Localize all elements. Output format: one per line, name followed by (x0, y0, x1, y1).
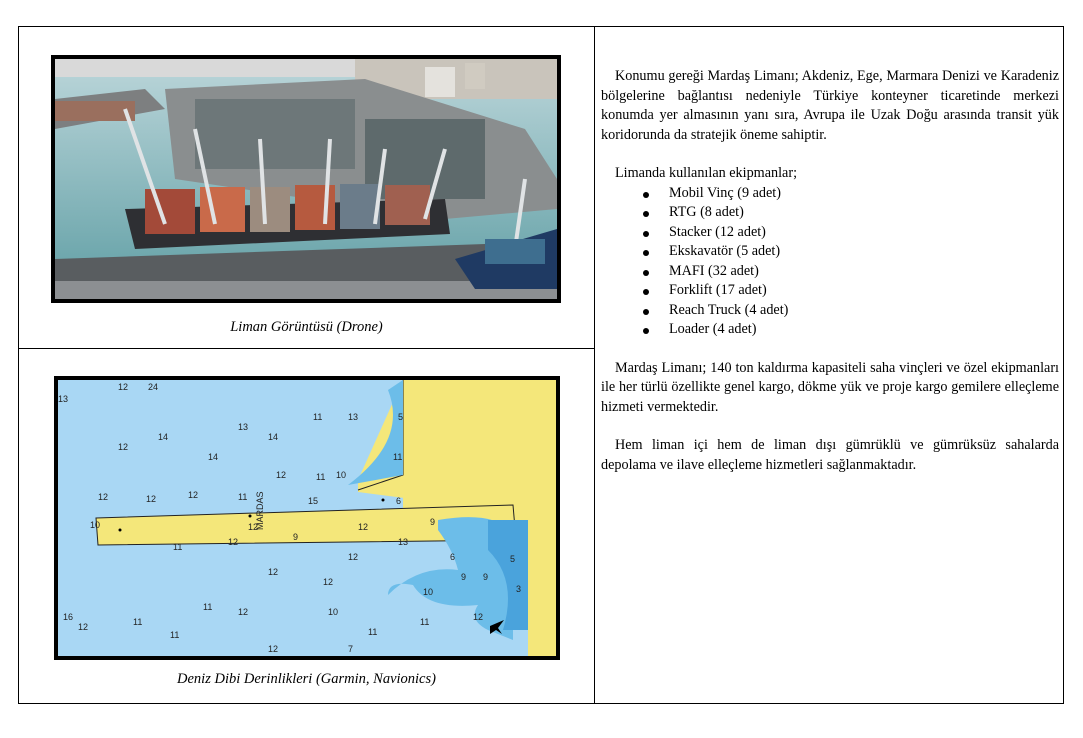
depth-label: 11 (170, 630, 180, 640)
depth-label: 9 (430, 517, 436, 527)
depth-label: 5 (510, 554, 516, 564)
bullet-icon (643, 270, 649, 276)
bullet-icon (643, 231, 649, 237)
depth-label: 12 (228, 537, 239, 547)
depth-label: 11 (133, 617, 143, 627)
intro-paragraph: Konumu gereği Mardaş Limanı; Akdeniz, Ege, Marmara Denizi ve Karadeniz bölgelerine bağlantısı nedeniyle Türkiye konteyner ticaretinde merkezi konumda yer almasının yanı sıra, Avrupa ile Uzak Doğu arasında transit yük koridorunda da stratejik öneme sahiptir. (601, 68, 1059, 143)
list-item (601, 320, 1059, 340)
sounding-dot (119, 529, 122, 532)
bullet-icon (643, 211, 649, 217)
table-row-divider (19, 348, 594, 349)
list-item (601, 203, 1059, 223)
depth-label: 12 (276, 470, 287, 480)
depth-label: 10 (336, 470, 347, 480)
depth-label: 12 (248, 522, 259, 532)
depth-label: 11 (393, 452, 403, 462)
chart-caption: Deniz Dibi Derinlikleri (Garmin, Navionics) (177, 671, 436, 687)
bullet-icon (643, 309, 649, 315)
bullet-icon (643, 289, 649, 295)
depth-chart (54, 376, 560, 660)
depth-label: 11 (368, 627, 378, 637)
depth-label: 14 (268, 432, 279, 442)
depth-label: 15 (308, 496, 319, 506)
depth-label: 11 (238, 492, 248, 502)
list-item-label: Reach Truck (4 adet) (669, 301, 789, 318)
depth-label: 9 (461, 572, 467, 582)
depth-label: 13 (238, 422, 249, 432)
capacity-paragraph: Mardaş Limanı; 140 ton kaldırma kapasiteli saha vinçleri ve özel ekipmanları ile her türlü özellikte genel kargo, dökme yük ve proje kargo gemilere elleçleme hizmeti vermektedir. (601, 359, 1059, 415)
depth-label: 12 (348, 552, 359, 562)
list-item-label: MAFI (32 adet) (669, 262, 759, 279)
depth-label: 11 (420, 617, 430, 627)
port-photo-illustration (55, 59, 557, 299)
depth-label: 12 (268, 567, 279, 577)
list-item-label: Stacker (12 adet) (669, 223, 766, 240)
list-item-label: Ekskavatör (5 adet) (669, 243, 781, 259)
depth-label: 12 (238, 607, 249, 617)
depth-label: 6 (396, 496, 402, 506)
bullet-icon (643, 192, 649, 198)
depth-label: 14 (158, 432, 169, 442)
depth-label: 11 (316, 472, 326, 482)
port-drone-photo (51, 55, 561, 303)
bullet-icon (643, 328, 649, 334)
depth-label: 6 (450, 552, 456, 562)
depth-label: 16 (63, 612, 74, 622)
list-item-label: RTG (8 adet) (669, 204, 744, 220)
depth-label: 12 (473, 612, 484, 622)
depth-label: 12 (268, 644, 279, 654)
depth-label: 9 (293, 532, 299, 542)
port-description (601, 67, 1059, 475)
depth-label: 10 (90, 520, 101, 530)
list-item (601, 184, 1059, 204)
depth-label: 12 (78, 622, 89, 632)
depth-label: 24 (148, 382, 159, 392)
list-item (601, 281, 1059, 301)
equipment-list (601, 184, 1059, 340)
table-column-divider (594, 27, 595, 703)
depth-label: 11 (173, 542, 183, 552)
depth-label: 10 (423, 587, 434, 597)
equipment-heading: Limanda kullanılan ekipmanlar; (615, 165, 798, 181)
storage-paragraph: Hem liman içi hem de liman dışı gümrüklü ve gümrüksüz sahalarda depolama ve ilave elleçleme hizmetleri sağlanmaktadır. (601, 437, 1059, 473)
photo-caption: Liman Görüntüsü (Drone) (230, 319, 383, 335)
depth-label: 12 (98, 492, 109, 502)
list-item (601, 301, 1059, 321)
depth-label: 13 (398, 537, 409, 547)
content-table (18, 26, 1064, 704)
depth-label: 3 (516, 584, 522, 594)
depth-label: 10 (328, 607, 339, 617)
sounding-dot (249, 515, 252, 518)
bullet-icon (643, 250, 649, 256)
list-item (601, 262, 1059, 282)
depth-label: 12 (188, 490, 199, 500)
depth-label: 13 (348, 412, 359, 422)
port-chart-label: MARDAS (255, 491, 265, 530)
depth-label: 13 (58, 394, 69, 404)
list-item (601, 242, 1059, 262)
list-item-label: Loader (4 adet) (669, 321, 757, 337)
depth-label: 5 (398, 412, 404, 422)
sounding-dot (382, 499, 385, 502)
list-item (601, 223, 1059, 243)
depth-label: 12 (323, 577, 334, 587)
depth-label: 12 (118, 442, 129, 452)
depth-label: 14 (208, 452, 219, 462)
list-item-label: Mobil Vinç (9 adet) (669, 184, 781, 201)
depth-label: 11 (313, 412, 323, 422)
depth-label: 7 (348, 644, 354, 654)
depth-label: 11 (203, 602, 213, 612)
depth-label: 12 (118, 382, 129, 392)
depth-chart-illustration (58, 380, 556, 656)
list-item-label: Forklift (17 adet) (669, 282, 767, 298)
depth-label: 12 (146, 494, 157, 504)
depth-label: 12 (358, 522, 369, 532)
depth-label: 9 (483, 572, 489, 582)
